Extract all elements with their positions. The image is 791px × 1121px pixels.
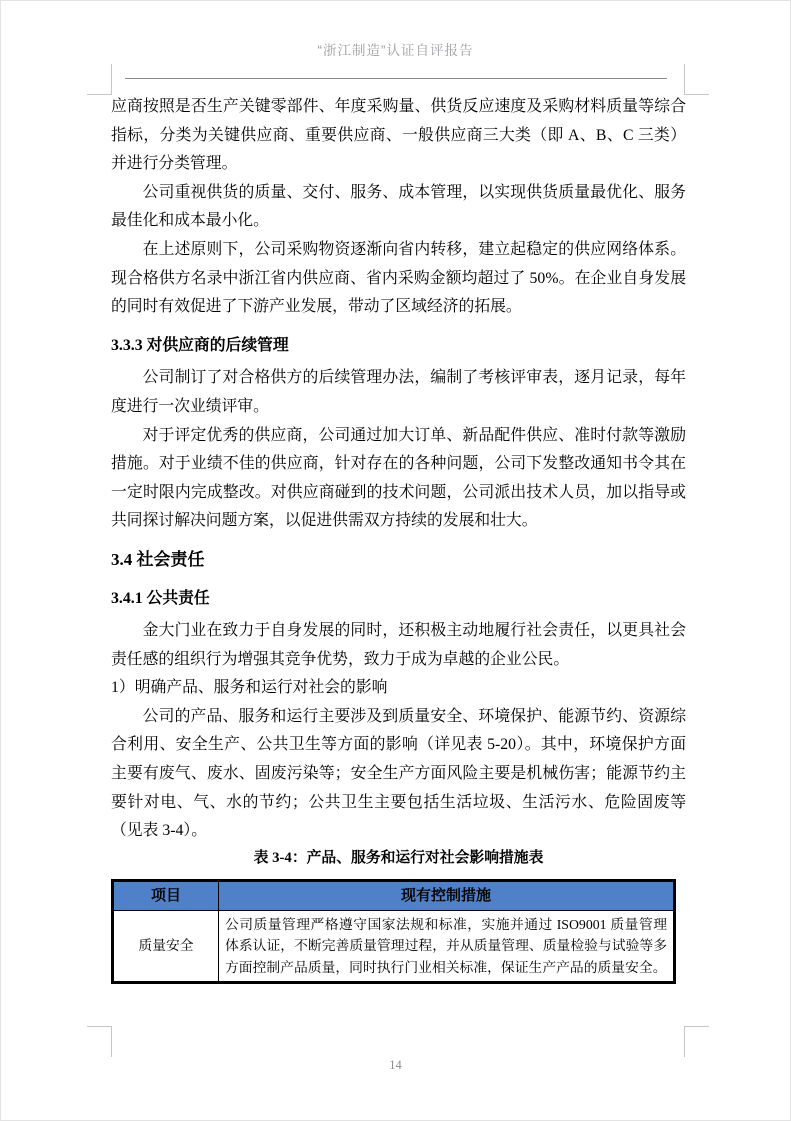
running-header-title: “浙江制造”认证自评报告 [317,43,474,58]
paragraph-follow-up-method: 公司制订了对合格供方的后续管理办法，编制了考核评审表，逐月记录，每年度进行一次业绩评审。 [111,369,686,415]
header-divider-rule [125,78,667,79]
crop-mark-bottom-left-icon [87,1026,112,1057]
paragraph-supply-quality-management: 公司重视供货的质量、交付、服务、成本管理，以实现供货质量最优化、服务最佳化和成本最小化。 [111,183,686,230]
table-header-row [113,880,675,910]
document-body [111,93,686,984]
table-caption: 表 3-4：产品、服务和运行对社会影响措施表 [253,849,544,866]
heading-3-4-social-responsibility: 3.4 社会责任 [111,549,205,569]
table-cell-item-quality-safety: 质量安全 [113,910,219,982]
table-row [113,910,675,982]
table-cell-quality-safety-measures: 公司质量管理严格遵守国家法规和标准，实施并通过 ISO9001 质量管理体系认证，不断完善质量管理过程，并从质量管理、质量检验与试验等多方面控制产品质量，同时执行门业相关标准，保证生产产品的质量安全。 [219,910,675,982]
crop-mark-bottom-right-icon [684,1026,709,1057]
paragraph-corporate-citizen: 金大门业在致力于自身发展的同时，还积极主动地履行社会责任，以更具社会责任感的组织行为增强其竞争优势，致力于成为卓越的企业公民。 [111,622,686,668]
paragraph-supplier-incentives: 对于评定优秀的供应商，公司通过加大订单、新品配件供应、准时付款等激励措施。对于业绩不佳的供应商，针对存在的各种问题，公司下发整改通知书令其在一定时限内完成整改。对供应商碰到的技术问题，公司派出技术人员，加以指导或共同探讨解决问题方案，以促进供需双方持续的发展和壮大。 [111,426,686,530]
crop-mark-top-right-icon [684,64,709,95]
heading-3-3-3-supplier-follow-up: 3.3.3 对供应商的后续管理 [111,336,289,354]
crop-mark-top-left-icon [87,64,112,95]
page-number: 14 [389,1058,402,1072]
heading-3-4-1-public-responsibility: 3.4.1 公共责任 [111,589,210,607]
table-header-item: 项目 [113,880,219,910]
impact-measures-table [111,879,676,984]
paragraph-impact-scope: 公司的产品、服务和运行主要涉及到质量安全、环境保护、能源节约、资源综合利用、安全生产、公共卫生等方面的影响（详见表 5-20）。其中，环境保护方面主要有废气、废水、固废污染等；安全生产方面风险主要是机械伤害；能源节约主要针对电、气、水的节约；公共卫生主要包括生活垃圾、生活污水、危险固废等（见表 3-4）。 [111,707,686,840]
table-header-control-measures: 现有控制措施 [219,880,675,910]
paragraph-supplier-classification: 应商按照是否生产关键零部件、年度采购量、供货反应速度及采购材料质量等综合指标，分类为关键供应商、重要供应商、一般供应商三大类（即 A、B、C 三类）并进行分类管理。 [111,98,686,173]
paragraph-procurement-network: 在上述原则下，公司采购物资逐渐向省内转移，建立起稳定的供应网络体系。现合格供方名录中浙江省内供应商、省内采购金额均超过了 50%。在企业自身发展的同时有效促进了下游产业发展，带动了区域经济的拓展。 [111,240,686,316]
list-item-social-impact: 1）明确产品、服务和运行对社会的影响 [111,679,388,697]
